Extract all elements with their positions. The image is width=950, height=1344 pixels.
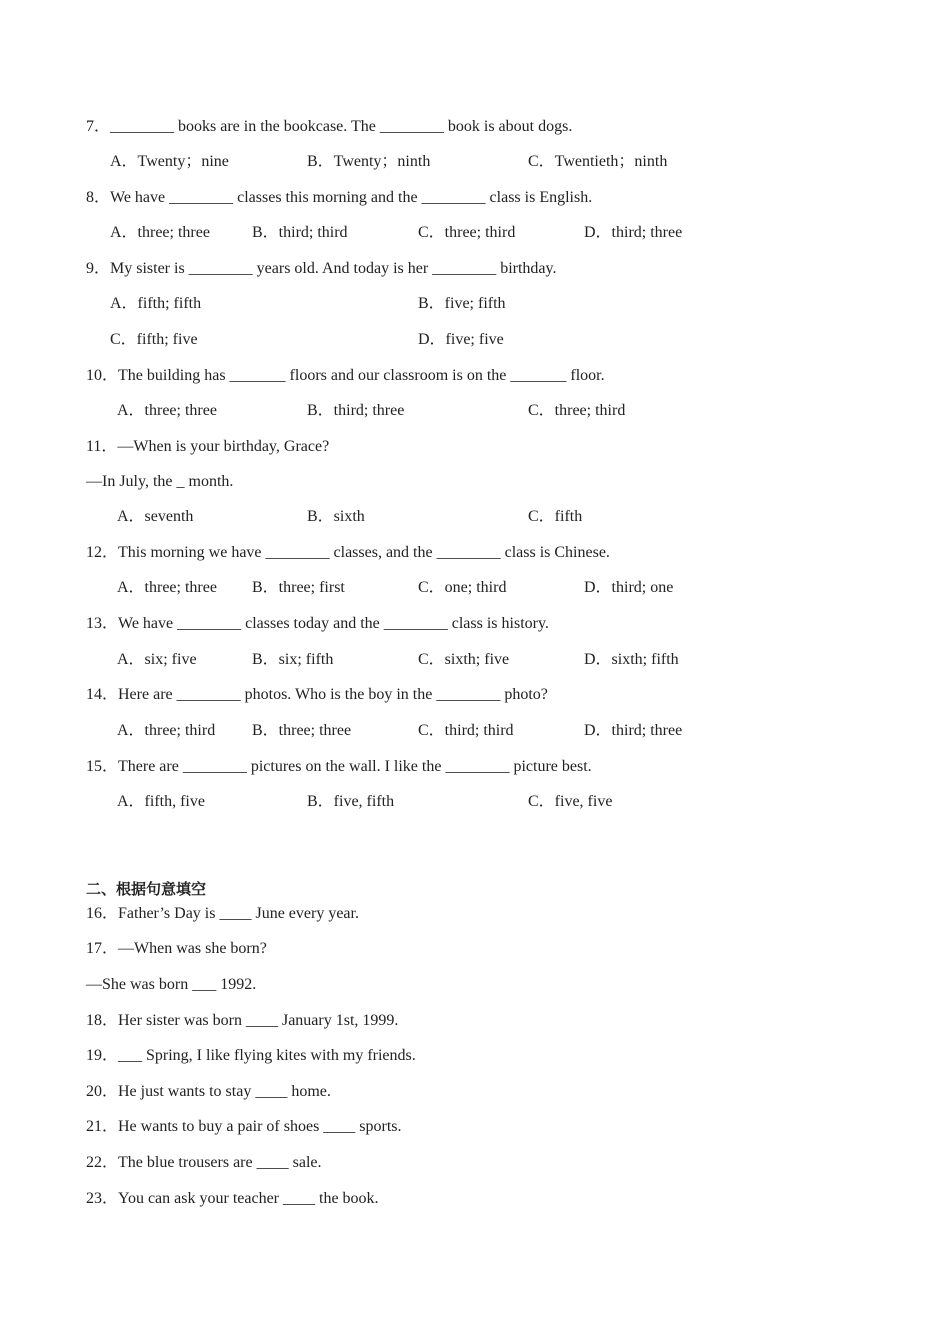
question-13-option-b[interactable]: B．six; fifth	[252, 651, 334, 668]
question-9-option-b[interactable]: B．five; fifth	[418, 295, 506, 312]
question-8-stem: 8．We have ________ classes this morning and the ________ class is English.	[86, 189, 593, 206]
question-9-option-d[interactable]: D．five; five	[418, 331, 504, 348]
question-10-stem: 10．The building has _______ floors and our classroom is on the _______ floor.	[86, 367, 605, 384]
fill-item-19: 19．___ Spring, I like flying kites with my friends.	[86, 1047, 416, 1064]
fill-item-16: 16．Father’s Day is ____ June every year.	[86, 905, 359, 922]
question-8-option-d[interactable]: D．third; three	[584, 224, 683, 241]
fill-item-17: 17．—When was she born?	[86, 940, 267, 957]
fill-item-17-response: —She was born ___ 1992.	[86, 976, 257, 993]
question-9-stem: 9．My sister is ________ years old. And today is her ________ birthday.	[86, 260, 557, 277]
question-8-option-a[interactable]: A．three; three	[110, 224, 210, 241]
question-7-option-b[interactable]: B．Twenty；ninth	[307, 153, 431, 170]
question-11-option-c[interactable]: C．fifth	[528, 508, 583, 525]
question-10-option-b[interactable]: B．third; three	[307, 402, 405, 419]
question-13-stem: 13．We have ________ classes today and the ________ class is history.	[86, 615, 549, 632]
question-9-option-a[interactable]: A．fifth; fifth	[110, 295, 202, 312]
question-12-option-c[interactable]: C．one; third	[418, 579, 507, 596]
question-14-option-a[interactable]: A．three; third	[117, 722, 216, 739]
question-8-option-b[interactable]: B．third; third	[252, 224, 348, 241]
question-14-stem: 14．Here are ________ photos. Who is the boy in the ________ photo?	[86, 686, 548, 703]
question-15-stem: 15．There are ________ pictures on the wall. I like the ________ picture best.	[86, 758, 592, 775]
question-12-option-d[interactable]: D．third; one	[584, 579, 674, 596]
question-8-option-c[interactable]: C．three; third	[418, 224, 516, 241]
question-15-option-a[interactable]: A．fifth, five	[117, 793, 205, 810]
question-13-option-c[interactable]: C．sixth; five	[418, 651, 510, 668]
question-15-option-b[interactable]: B．five, fifth	[307, 793, 395, 810]
section-2-heading: 二、根据句意填空	[86, 880, 207, 898]
question-10-option-c[interactable]: C．three; third	[528, 402, 626, 419]
question-12-option-a[interactable]: A．three; three	[117, 579, 217, 596]
question-12-option-b[interactable]: B．three; first	[252, 579, 345, 596]
fill-item-21: 21．He wants to buy a pair of shoes ____ sports.	[86, 1118, 402, 1135]
question-10-option-a[interactable]: A．three; three	[117, 402, 217, 419]
question-11-stem: 11．—When is your birthday, Grace?	[86, 438, 330, 455]
question-7-option-c[interactable]: C．Twentieth；ninth	[528, 153, 668, 170]
fill-item-23: 23．You can ask your teacher ____ the book.	[86, 1190, 379, 1207]
question-7-stem: 7．________ books are in the bookcase. The ________ book is about dogs.	[86, 118, 573, 135]
fill-item-18: 18．Her sister was born ____ January 1st, 1999.	[86, 1012, 399, 1029]
fill-item-20: 20．He just wants to stay ____ home.	[86, 1083, 331, 1100]
question-13-option-a[interactable]: A．six; five	[117, 651, 197, 668]
question-11-option-a[interactable]: A．seventh	[117, 508, 194, 525]
question-11-response: —In July, the _ month.	[86, 473, 234, 490]
question-13-option-d[interactable]: D．sixth; fifth	[584, 651, 679, 668]
fill-item-22: 22．The blue trousers are ____ sale.	[86, 1154, 322, 1171]
question-9-option-c[interactable]: C．fifth; five	[110, 331, 198, 348]
question-15-option-c[interactable]: C．five, five	[528, 793, 613, 810]
question-14-option-c[interactable]: C．third; third	[418, 722, 514, 739]
question-14-option-d[interactable]: D．third; three	[584, 722, 683, 739]
question-11-option-b[interactable]: B．sixth	[307, 508, 365, 525]
question-12-stem: 12．This morning we have ________ classes, and the ________ class is Chinese.	[86, 544, 610, 561]
question-14-option-b[interactable]: B．three; three	[252, 722, 352, 739]
question-7-option-a[interactable]: A．Twenty；nine	[110, 153, 229, 170]
